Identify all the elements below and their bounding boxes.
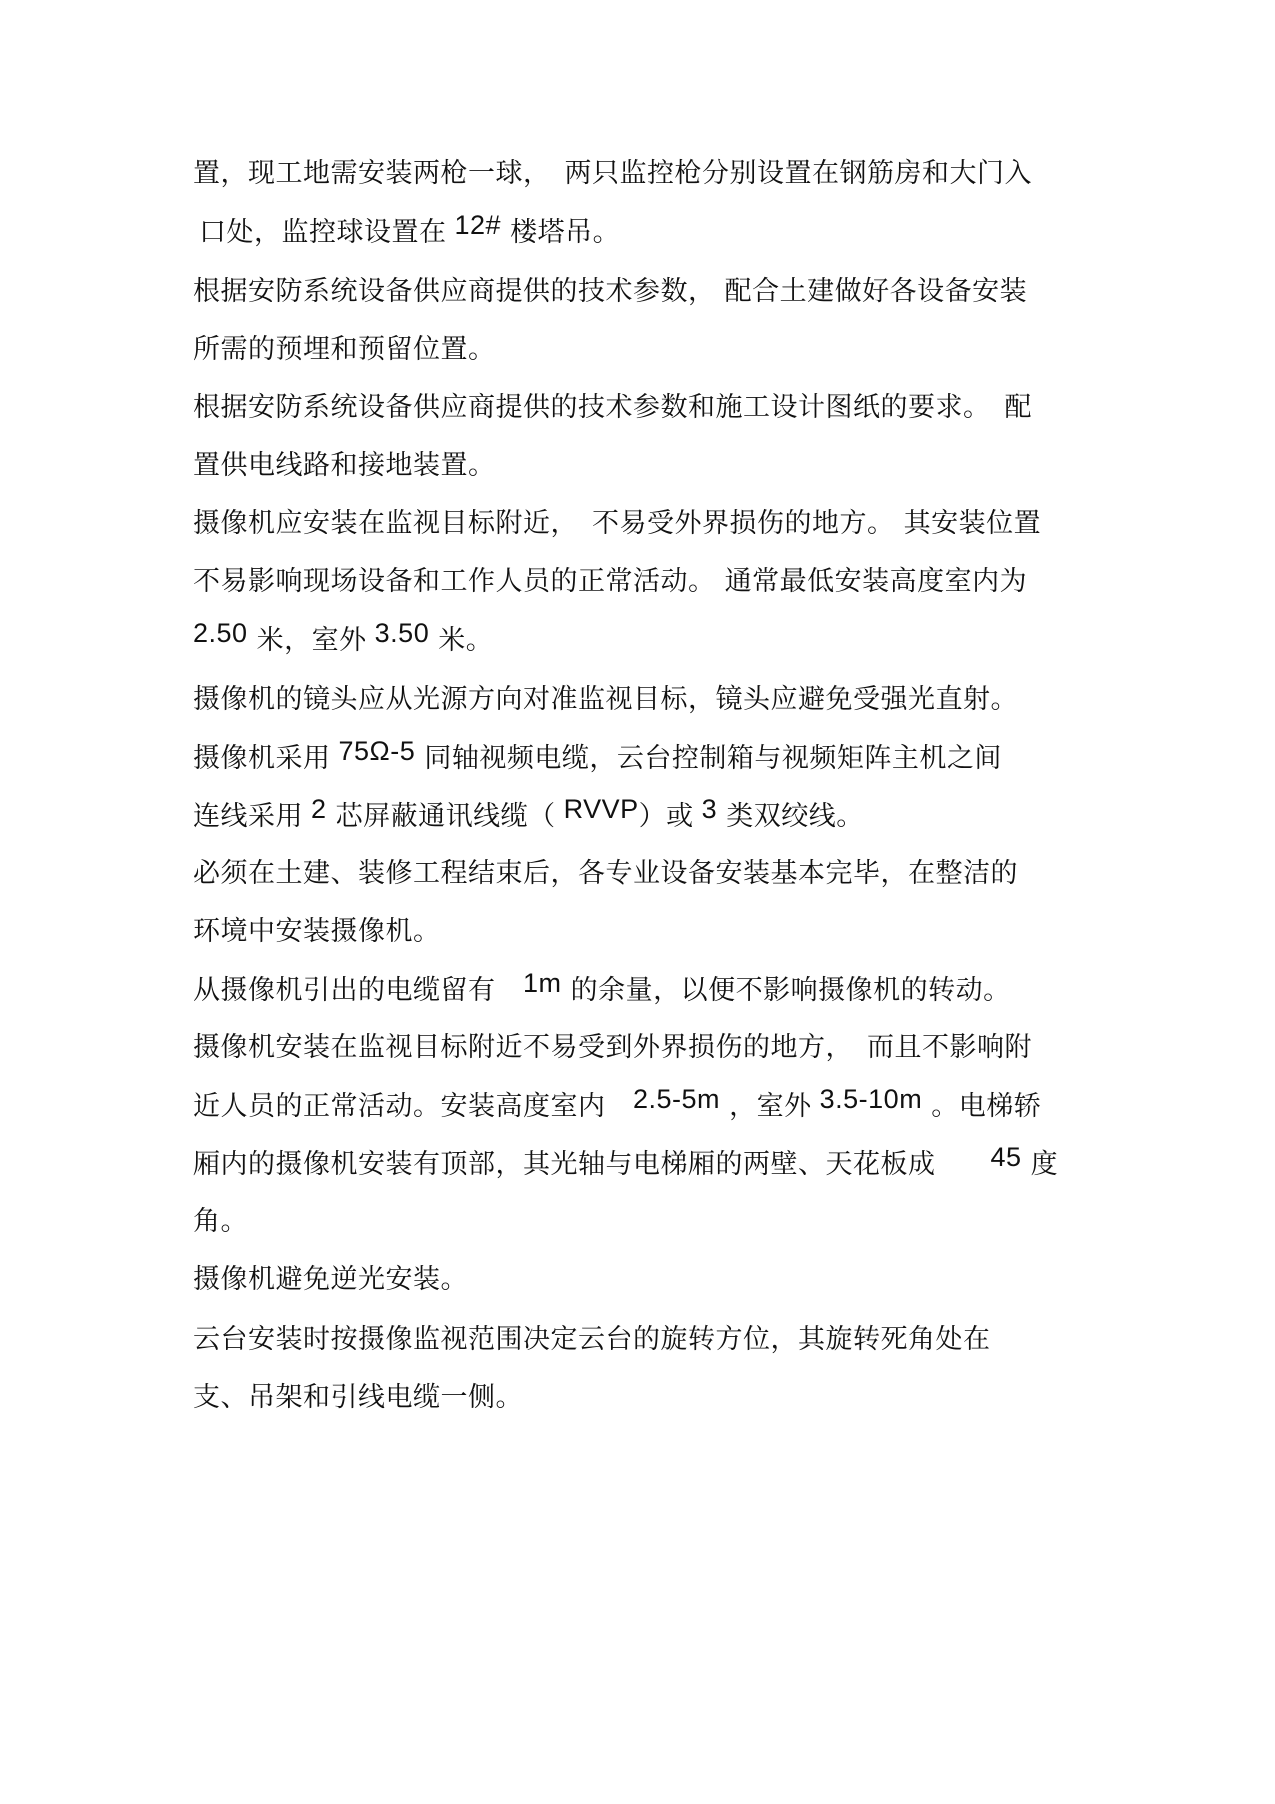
paragraph-line: 摄像机的镜头应从光源方向对准监视目标，镜头应避免受强光直射。 — [193, 684, 1018, 715]
paragraph-line: 不易影响现场设备和工作人员的正常活动。 通常最低安装高度室内为 — [193, 566, 1028, 597]
paragraph-line: 口处，监控球设置在 12# 楼塔吊。 — [199, 210, 621, 248]
paragraph-line: 近人员的正常活动。安装高度室内 2.5-5m ，室外 3.5-10m 。电梯轿 — [193, 1084, 1042, 1122]
paragraph-line: 摄像机应安装在监视目标附近， 不易受外界损伤的地方。 其安装位置 — [193, 508, 1042, 539]
paragraph-line: 根据安防系统设备供应商提供的技术参数和施工设计图纸的要求。 配 — [193, 392, 1032, 423]
paragraph-line: 置，现工地需安装两枪一球， 两只监控枪分别设置在钢筋房和大门入 — [193, 158, 1032, 189]
paragraph-line: 所需的预埋和预留位置。 — [193, 334, 496, 365]
paragraph-line: 摄像机安装在监视目标附近不易受到外界损伤的地方， 而且不影响附 — [193, 1032, 1032, 1063]
paragraph-line: 摄像机避免逆光安装。 — [193, 1264, 468, 1295]
paragraph-line: 置供电线路和接地装置。 — [193, 450, 496, 481]
paragraph-line: 角。 — [193, 1206, 248, 1237]
paragraph-line: 从摄像机引出的电缆留有 1m 的余量，以便不影响摄像机的转动。 — [193, 968, 1011, 1006]
paragraph-line: 必须在土建、装修工程结束后，各专业设备安装基本完毕，在整洁的 — [193, 858, 1018, 889]
paragraph-line: 支、吊架和引线电缆一侧。 — [193, 1382, 523, 1413]
paragraph-line: 摄像机采用 75Ω-5 同轴视频电缆，云台控制箱与视频矩阵主机之间 — [193, 736, 1002, 774]
paragraph-line: 连线采用 2 芯屏蔽通讯线缆（ RVVP）或 3 类双绞线。 — [193, 794, 864, 832]
paragraph-line: 2.50 米，室外 3.50 米。 — [193, 618, 494, 656]
paragraph-line: 根据安防系统设备供应商提供的技术参数， 配合土建做好各设备安装 — [193, 276, 1028, 307]
paragraph-line: 环境中安装摄像机。 — [193, 916, 441, 947]
paragraph-line: 云台安装时按摄像监视范围决定云台的旋转方位，其旋转死角处在 — [193, 1324, 991, 1355]
paragraph-line: 厢内的摄像机安装有顶部，其光轴与电梯厢的两壁、天花板成 45 度 — [193, 1142, 1059, 1180]
